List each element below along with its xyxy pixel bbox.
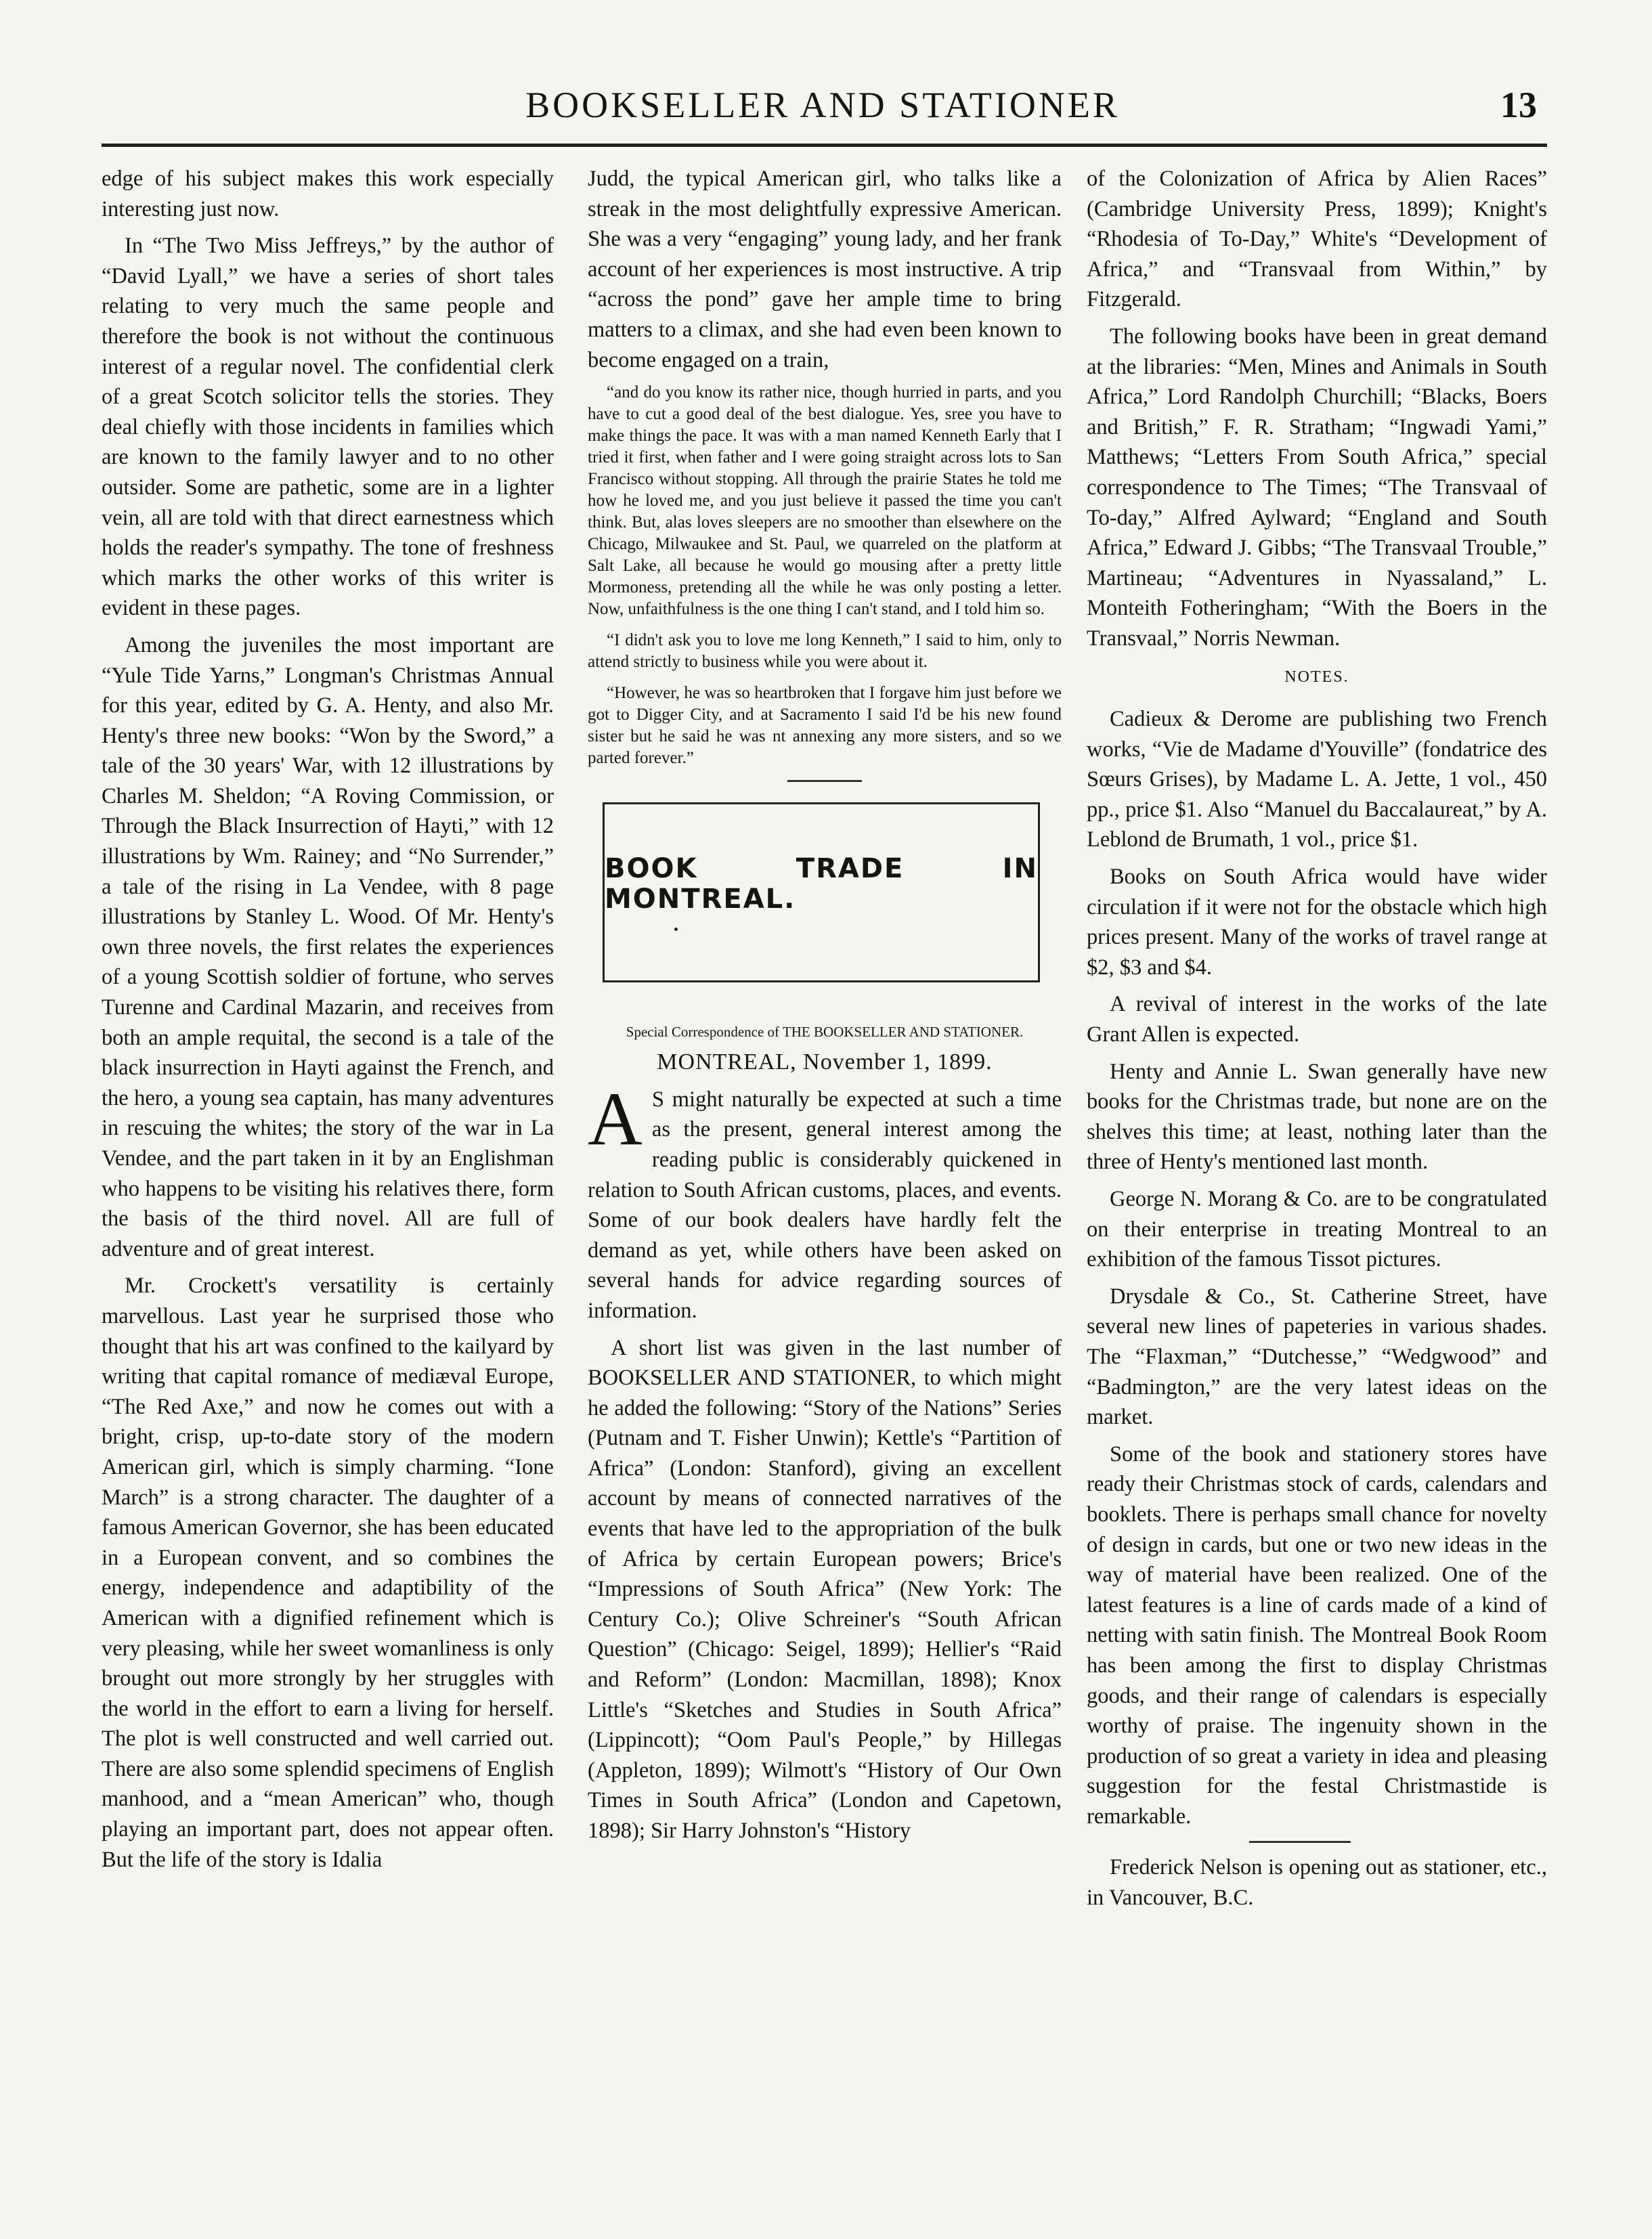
paragraph: Henty and Annie L. Swan generally have new books for the Christmas trade, but none are on the shelves this time; at least, nothing later than the three of Henty's mentioned last month. bbox=[1087, 1059, 1547, 1175]
correspondence-line: Special Correspondence of THE BOOKSELLER AND STATIONER. bbox=[626, 1024, 1024, 1041]
paragraph: edge of his subject makes this work especially interesting just now. bbox=[102, 167, 554, 221]
paragraph: The following books have been in great demand at the libraries: “Men, Mines and Animals in South Africa,” Lord Randolph Churchill; “Blacks, Boers and British,” F. R. Stratham; “Ingwadi Yami,” Matthews; “Letters From South Africa,” special correspondence to The Times; “The Transvaal of To-day,” Alfred Aylward; “England and South Africa,” Edward J. Gibbs; “The Transvaal Trouble,” Martineau; “Adventures in Nyassaland,” L. Monteith Fotheringham; “With the Boers in the Transvaal,” Norris Newman. bbox=[1087, 324, 1547, 651]
section-divider bbox=[1249, 1841, 1351, 1843]
quote-paragraph: “and do you know its rather nice, though hurried in parts, and you have to cut a good deal of the best dialogue. Yes, sree you have to make things the pace. It was with a man named Kenneth Early that I tried it first, when father and I were going straight across lots to San Francisco without stopping. All through the prairie States he told me how he loved me, and you just believe it passed the time you can't think. But, alas loves sleepers are no smoother than elsewhere on the Chicago, Milwaukee and St. Paul, we quarreled on the platform at Salt Lake, all because he would go mousing after a pretty little Mormoness, pretending all the while he was only posting a letter. Now, unfaithfulness is the one thing I can't stand, and I told him so. bbox=[588, 383, 1062, 619]
column-middle bbox=[588, 164, 1062, 1853]
paragraph: Books on South Africa would have wider circulation if it were not for the obstacle which high prices present. Many of the works of travel range at $2, $3 and $4. bbox=[1087, 865, 1547, 980]
paragraph: Frederick Nelson is opening out as stationer, etc., in Vancouver, B.C. bbox=[1087, 1855, 1547, 1911]
paragraph: In “The Two Miss Jeffreys,” by the author of “David Lyall,” we have a series of short tales relating to very much the same people and therefore the book is not without the continuous interest of a regular novel. The confidential clerk of a great Scotch solicitor tells the stories. They deal chiefly with those incidents in families which are known to the family lawyer and to no other outsider. Some are pathetic, some are in a lighter vein, all are told with that direct earnestness which holds the reader's sympathy. The tone of freshness which marks the other works of this writer is evident in these pages. bbox=[102, 234, 554, 621]
running-title: BOOKSELLER AND STATIONER bbox=[525, 85, 1120, 125]
column-right bbox=[1087, 164, 1547, 1920]
paragraph: Drysdale & Co., St. Catherine Street, have several new lines of papeteries in various shades. The “Flaxman,” “Dutchesse,” “Wedgwood” and “Badmington,” are the very latest ideas on the market. bbox=[1087, 1284, 1547, 1430]
header-rule bbox=[102, 144, 1547, 147]
column-left bbox=[102, 164, 554, 1882]
dateline: MONTREAL, November 1, 1899. bbox=[657, 1049, 993, 1075]
notes-heading: NOTES. bbox=[1284, 668, 1349, 686]
paragraph-text: S might naturally be expected at such a time as the present, general interest among the reading public is considerably quickened in relation to South African customs, places, and events. Some of our book dealers have hardly felt the demand as yet, while others have been asked on several hands for advice regarding sources of information. bbox=[588, 1087, 1062, 1323]
page-header bbox=[102, 84, 1544, 138]
quote-paragraph: “However, he was so heartbroken that I forgave him just before we got to Digger City, and at Sacramento I said I'd be his new found sister but he said he was nt annexing any more sisters, and so we parted forever.” bbox=[588, 684, 1062, 768]
paragraph: Judd, the typical American girl, who talks like a streak in the most delightfully expressive American. She was a very “engaging” young lady, and her frank account of her experiences is most instructive. A trip “across the pond” gave her ample time to bring matters to a climax, and she had even been known to become engaged on a train, bbox=[588, 167, 1062, 372]
paragraph: Some of the book and stationery stores have ready their Christmas stock of cards, calendars and booklets. There is perhaps small chance for novelty of design in cards, but one or two new ideas in the way of material have been realized. One of the latest features is a line of cards made of a kind of netting with satin finish. The Montreal Book Room has been among the first to display Christmas goods, and their range of calendars is especially worthy of praise. The ingenuity shown in the production of so great a variety in idea and pleasing suggestion for the festal Christmastide is remarkable. bbox=[1087, 1441, 1547, 1829]
paragraph: Cadieux & Derome are publishing two French works, “Vie de Madame d'Youville” (fondatrice des Sœurs Grises), by Madame L. A. Jette, 1 vol., 450 pp., price $1. Also “Manuel du Baccalaureat,” by A. Leblond de Brumath, 1 vol., price $1. bbox=[1087, 707, 1547, 852]
quotation bbox=[588, 382, 1062, 769]
paragraph bbox=[588, 1077, 1062, 1326]
section-heading: BOOK TRADE IN MONTREAL. bbox=[605, 853, 1038, 915]
paragraph: Mr. Crockett's versatility is certainly marvellous. Last year he surprised those who thought that his art was confined to the kailyard by writing that capital romance of mediæval Europe, “The Red Axe,” and now he comes out with a bright, crisp, up-to-date story of the modern American girl, which is simply charming. “Ione March” is a strong character. The daughter of a famous American Governor, she has been educated in a European convent, and so combines the energy, independence and adaptibility of the American with a dignified refinement which is very pleasing, while her sweet womanliness is only brought out more strongly by her struggles with the world in the effort to earn a living for herself. The plot is well constructed and well carried out. There are also some splendid specimens of English manhood, and a “mean American” who, though playing an important part, does not appear often. But the life of the story is Idalia bbox=[102, 1274, 554, 1872]
quote-paragraph: “I didn't ask you to love me long Kenneth,” I said to him, only to attend strictly to business while you were about it. bbox=[588, 631, 1062, 672]
paragraph: Among the juveniles the most important are “Yule Tide Yarns,” Longman's Christmas Annual for this year, edited by G. A. Henty, and also Mr. Henty's three new books: “Won by the Sword,” a tale of the 30 years' War, with 12 illustrations by Charles M. Sheldon; “A Roving Commission, or Through the Black Insurrection of Hayti,” with 12 illustrations by Wm. Rainey; and “No Surrender,” a tale of the rising in La Vendee, with 8 page illustrations by Stanley L. Wood. Of Mr. Henty's own three novels, the first relates the experiences of a young Scottish soldier of fortune, who serves Turenne and Cardinal Mazarin, and receives from both an ample requital, the second is a tale of the black insurrection in Hayti against the French, and the hero, a young sea captain, has many adventures in rescuing the whites; the story of the war in La Vendee, and the part taken in it by an Englishman who happens to be visiting his relatives there, form the basis of the third novel. All are full of adventure and of great interest. bbox=[102, 632, 554, 1261]
section-heading-box bbox=[603, 802, 1040, 982]
dot-mark bbox=[674, 928, 678, 931]
paragraph: George N. Morang & Co. are to be congratulated on their enterprise in treating Montreal to an exhibition of the famous Tissot pictures. bbox=[1087, 1187, 1547, 1272]
paragraph: A short list was given in the last number of BOOKSELLER AND STATIONER, to which might he added the following: “Story of the Nations” Series (Putnam and T. Fisher Unwin); Kettle's “Partition of Africa” (London: Stanford), giving an excellent account by means of connected narratives of the events that have led to the appropriation of the bulk of Africa by certain European powers; Brice's “Impressions of South Africa” (New York: The Century Co.); Olive Schreiner's “South African Question” (Chicago: Seigel, 1899); Hellier's “Raid and Reform” (London: Macmillan, 1898); Knox Little's “Sketches and Studies in South Africa” (Lippincott); “Oom Paul's People,” by Hillegas (Appleton, 1899); Wilmott's “History of Our Own Times in South Africa” (London and Capetown, 1898); Sir Harry Johnston's “History bbox=[588, 1335, 1062, 1843]
drop-cap: A bbox=[588, 1077, 643, 1161]
paragraph: A revival of interest in the works of the late Grant Allen is expected. bbox=[1087, 992, 1547, 1047]
section-divider bbox=[787, 780, 862, 782]
paragraph: of the Colonization of Africa by Alien Races” (Cambridge University Press, 1899); Knight's “Rhodesia of To-Day,” White's “Development of Africa,” and “Transvaal from Within,” by Fitzgerald. bbox=[1087, 167, 1547, 312]
page-number: 13 bbox=[1500, 85, 1537, 125]
